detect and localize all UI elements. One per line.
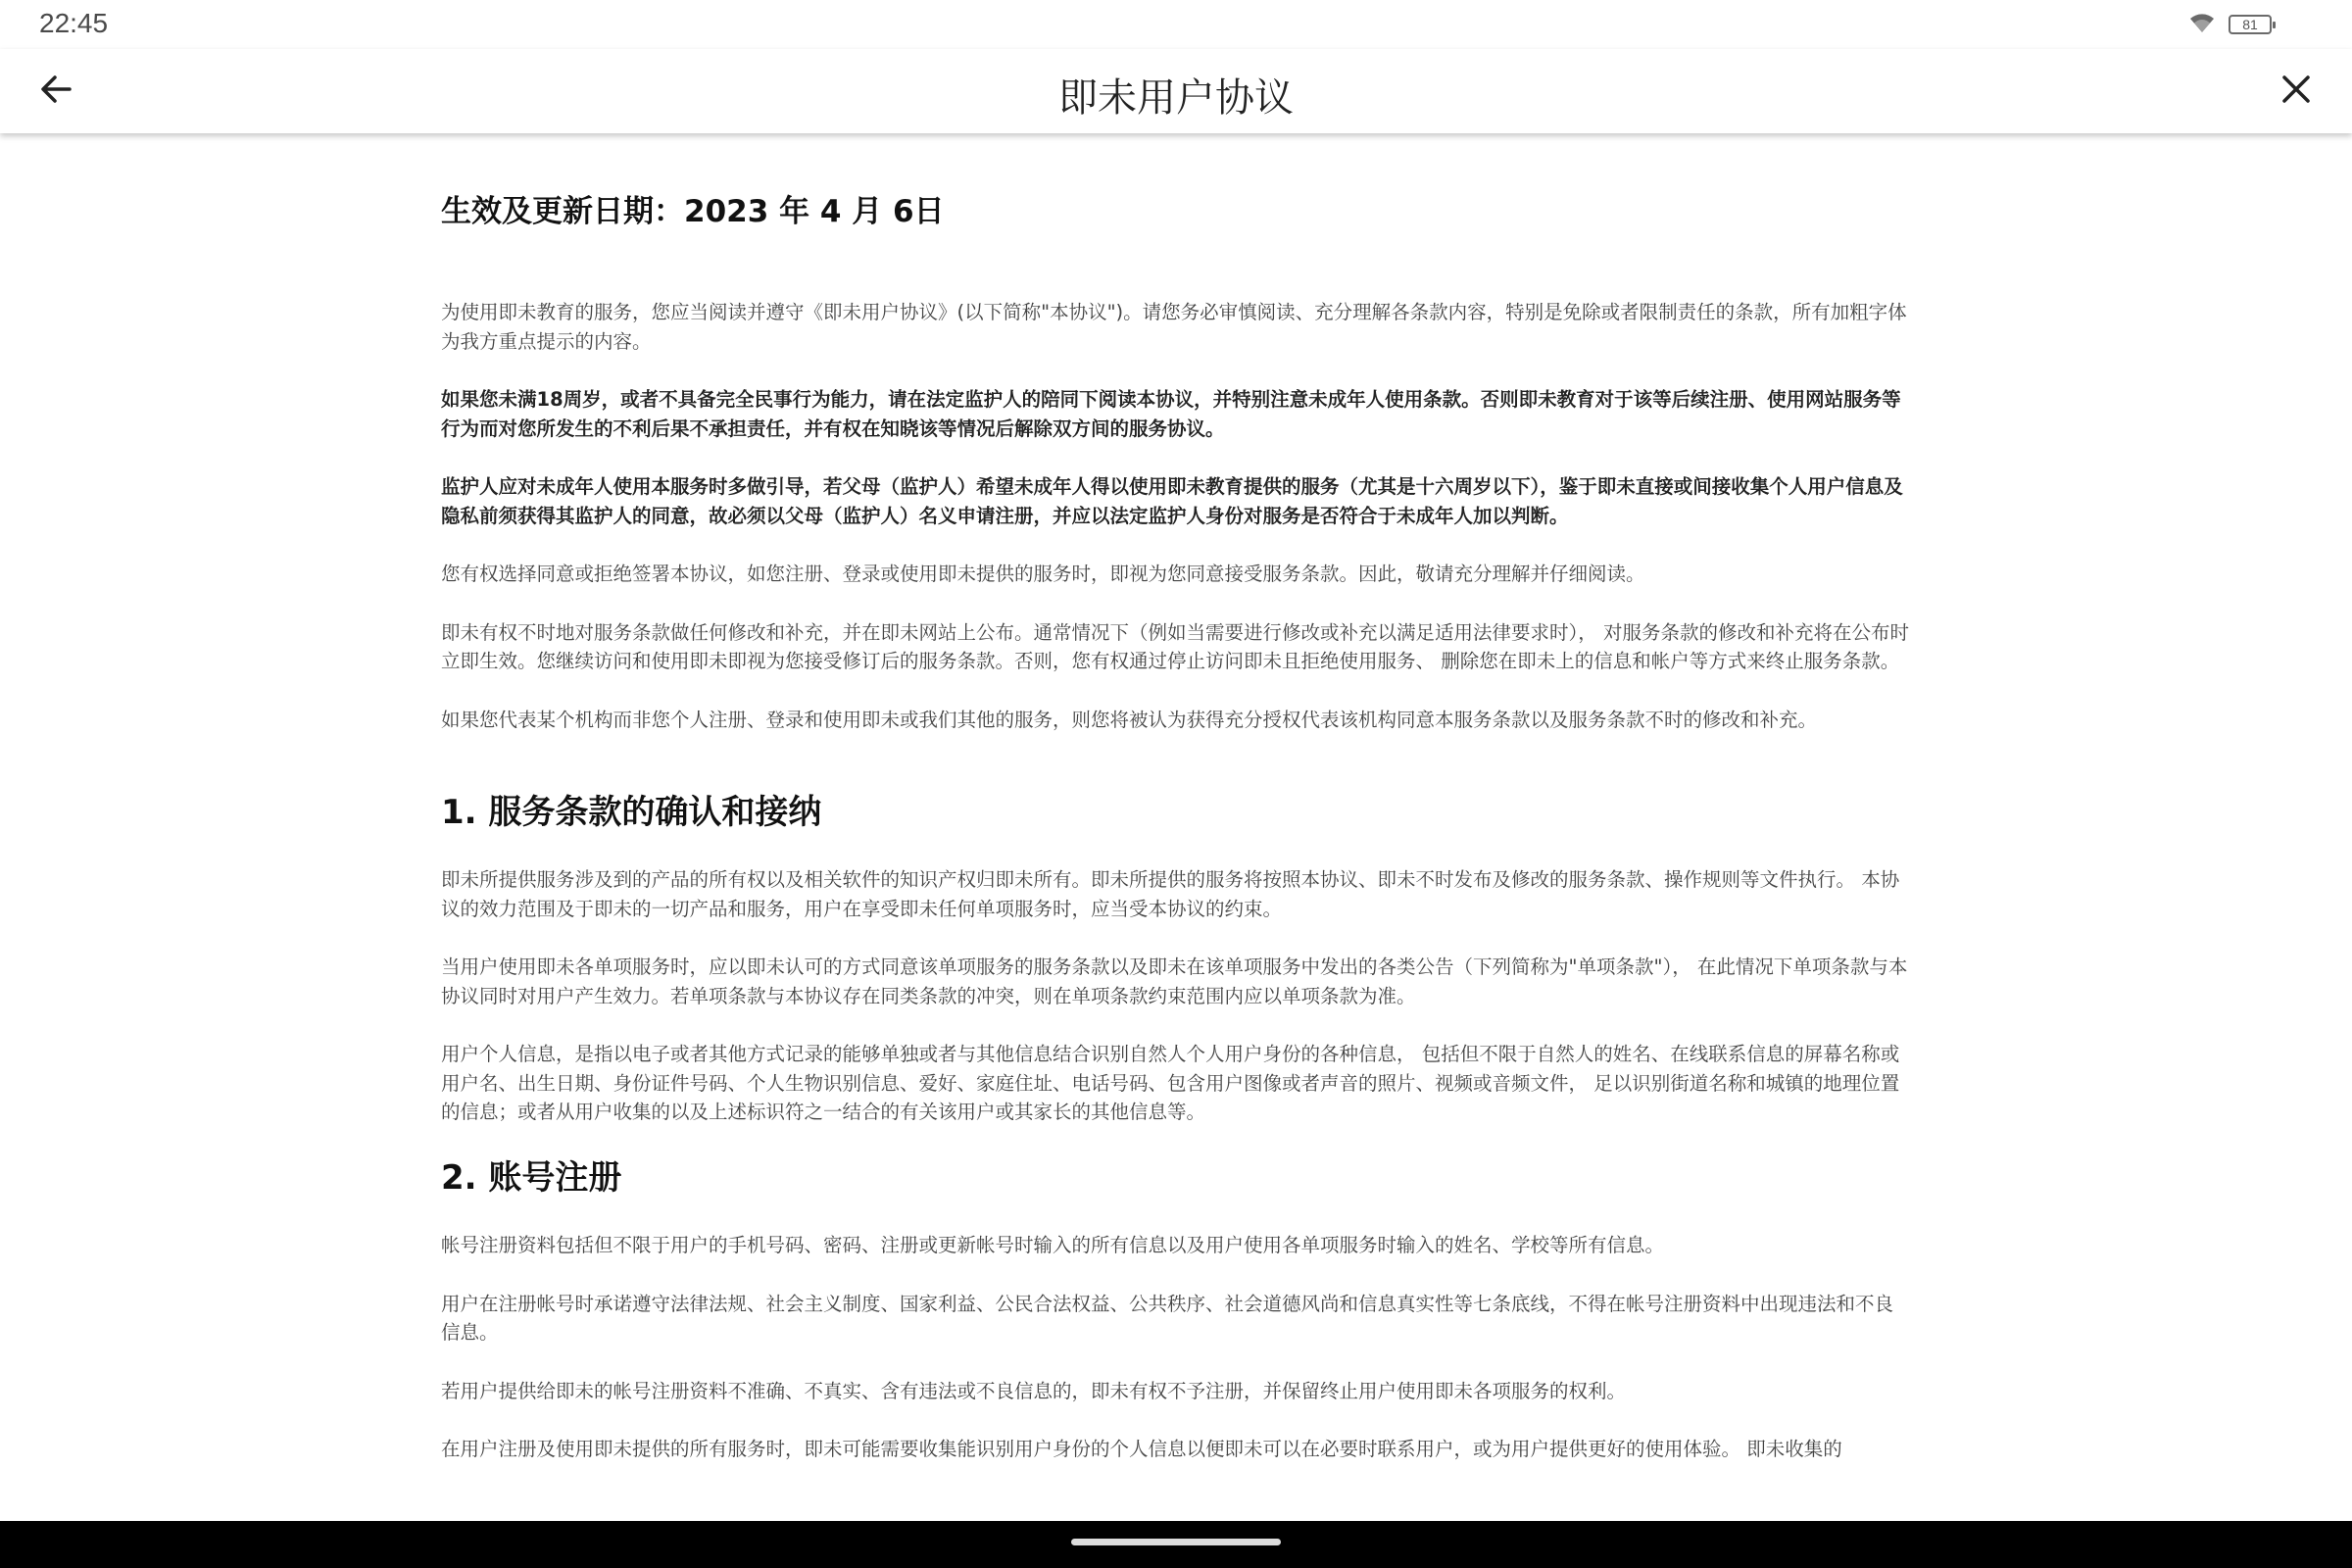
section-2-paragraph: 用户在注册帐号时承诺遵守法律法规、社会主义制度、国家利益、公民合法权益、公共秩序、社会道德风尚和信息真实性等七条底线，不得在帐号注册资料中出现违法和不良信息。 [441,1292,1894,1345]
section-heading-1: 1. 服务条款的确认和接纳 [441,793,822,833]
section-1-paragraph: 即未所提供服务涉及到的产品的所有权以及相关软件的知识产权归即未所有。即未所提供的服务将按照本协议、即未不时发布及修改的服务条款、操作规则等文件执行。 本协议的效力范围及于即未的一切产品和服务，用户在享受即未任何单项服务时，应当受本协议的约束。 [441,868,1900,920]
intro-paragraph-guardian-notice: 监护人应对未成年人使用本服务时多做引导，若父母（监护人）希望未成年人得以使用即未教育提供的服务（尤其是十六周岁以下），鉴于即未直接或间接收集个人用户信息及隐私前须获得其监护人的同意，故必须以父母（监护人）名义申请注册，并应以法定监护人身份对服务是否符合于未成年人加以判断。 [441,475,1903,527]
section-2-paragraph: 若用户提供给即未的帐号注册资料不准确、不真实、含有违法或不良信息的，即未有权不予注册，并保留终止用户使用即未各项服务的权利。 [441,1379,1627,1402]
home-indicator[interactable] [1071,1539,1281,1545]
status-time: 22:45 [39,8,109,38]
intro-paragraph: 为使用即未教育的服务，您应当阅读并遵守《即未用户协议》(以下简称"本协议")。请您务必审慎阅读、充分理解各条款内容，特别是免除或者限制责任的条款，所有加粗字体为我方重点提示的内容。 [441,301,1907,353]
status-bar [0,0,2352,49]
section-heading-2: 2. 账号注册 [441,1157,622,1198]
intro-paragraph: 如果您代表某个机构而非您个人注册、登录和使用即未或我们其他的服务，则您将被认为获得充分授权代表该机构同意本服务条款以及服务条款不时的修改和补充。 [441,708,1818,731]
intro-paragraph: 即未有权不时地对服务条款做任何修改和补充，并在即未网站上公布。通常情况下（例如当需要进行修改或补充以满足适用法律要求时）， 对服务条款的修改和补充将在公布时立即生效。您继续访问和使用即未即视为您接受修订后的服务条款。否则，您有权通过停止访问即未且拒绝使用服务、 删除您在即未上的信息和帐户等方式来终止服务条款。 [441,620,1909,673]
section-2-paragraph: 帐号注册资料包括但不限于用户的手机号码、密码、注册或更新帐号时输入的所有信息以及用户使用各单项服务时输入的姓名、学校等所有信息。 [441,1234,1665,1257]
toolbar [0,49,2352,133]
close-button[interactable] [2270,65,2323,118]
section-1-paragraph: 当用户使用即未各单项服务时，应以即未认可的方式同意该单项服务的服务条款以及即未在该单项服务中发出的各类公告（下列简称为"单项条款"）， 在此情况下单项条款与本协议同时对用户产生效力。若单项条款与本协议存在同类条款的冲突，则在单项条款约束范围内应以单项条款为准。 [441,956,1908,1007]
section-2-paragraph: 在用户注册及使用即未提供的所有服务时，即未可能需要收集能识别用户身份的个人信息以便即未可以在必要时联系用户，或为用户提供更好的使用体验。 即未收集的 [441,1438,1842,1461]
wifi-icon [2187,11,2217,38]
navigation-bar [0,1521,2352,1568]
effective-date-heading: 生效及更新日期：2023 年 4 月 6日 [441,194,945,229]
status-icons [2187,10,2272,39]
battery-icon [2229,15,2272,34]
document-content[interactable] [441,133,1911,1521]
battery-level: 81 [2242,17,2258,32]
intro-paragraph: 您有权选择同意或拒绝签署本协议，如您注册、登录或使用即未提供的服务时，即视为您同意接受服务条款。因此，敬请充分理解并仔细阅读。 [441,563,1645,586]
page-title: 即未用户协议 [1058,75,1294,121]
intro-paragraph-minor-notice: 如果您未满18周岁，或者不具备完全民事行为能力，请在法定监护人的陪同下阅读本协议，并特别注意未成年人使用条款。否则即未教育对于该等后续注册、使用网站服务等行为而对您所发生的不利后果不承担责任，并有权在知晓该等情况后解除双方间的服务协议。 [441,388,1901,440]
section-1-paragraph: 用户个人信息，是指以电子或者其他方式记录的能够单独或者与其他信息结合识别自然人个人用户身份的各种信息， 包括但不限于自然人的姓名、在线联系信息的屏幕名称或用户名、出生日期、身份证件号码、个人生物识别信息、爱好、家庭住址、电话号码、包含用户图像或者声音的照片、视频或音频文件， 足以识别街道名称和城镇的地理位置的信息；或者从用户收集的以及上述标识符之一结合的有关该用户或其家长的其他信息等。 [441,1043,1900,1124]
close-icon [2278,72,2314,111]
